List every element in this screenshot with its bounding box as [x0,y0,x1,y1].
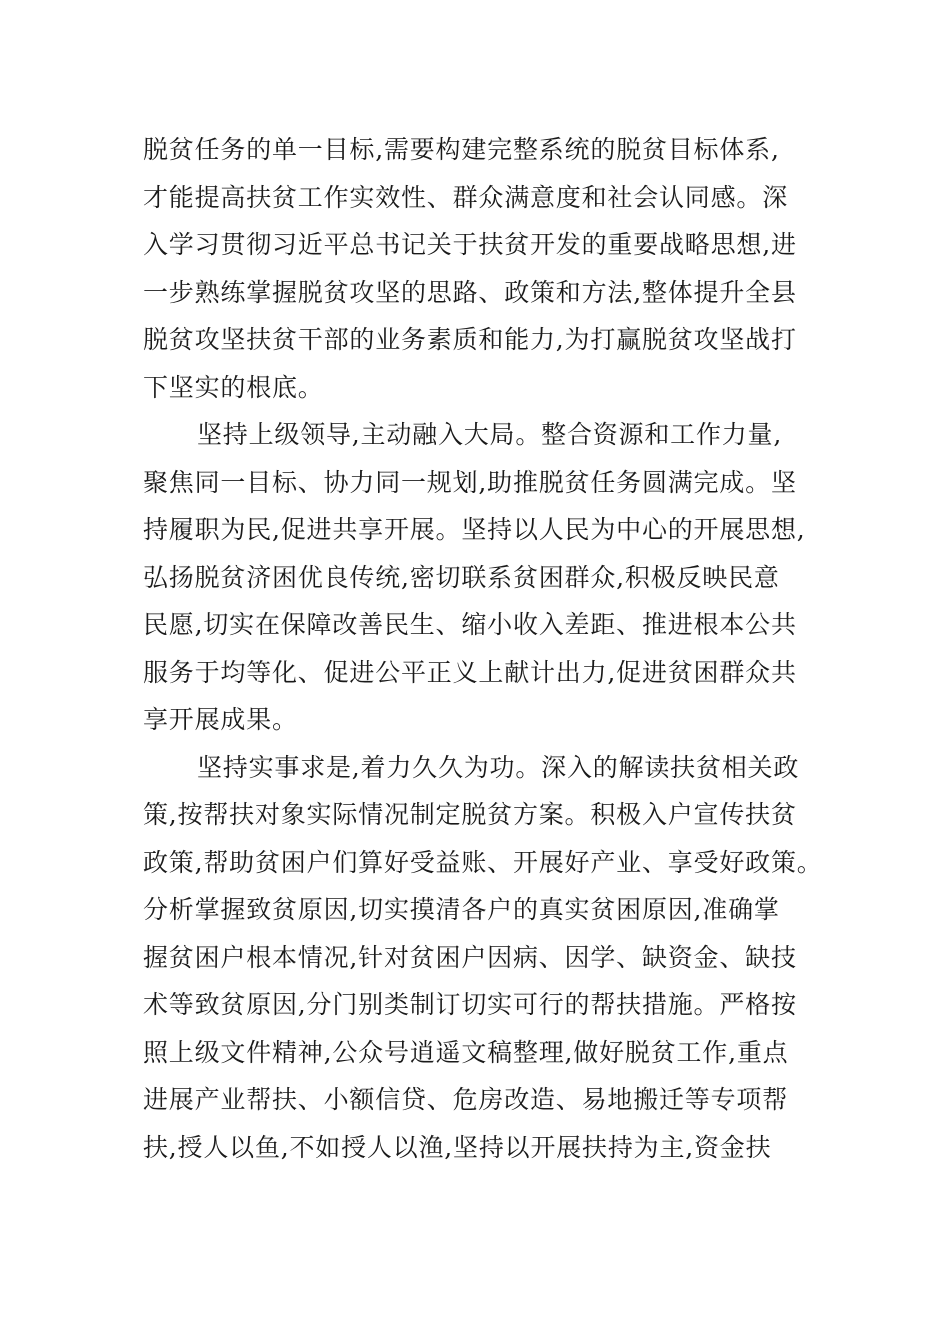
text-line: 政策,帮助贫困户们算好受益账、开展好产业、享受好政策。 [143,847,823,877]
text-line: 策,按帮扶对象实际情况制定脱贫方案。积极入户宣传扶贫 [143,800,797,829]
text-line: 弘扬脱贫济困优良传统,密切联系贫困群众,积极反映民意 [143,562,780,592]
paragraph-1 [143,126,818,411]
text-line: 民愿,切实在保障改善民生、缩小收入差距、推进根本公共 [143,610,797,639]
text-line: 脱贫攻坚扶贫干部的业务素质和能力,为打赢脱贫攻坚战打 [143,325,797,354]
text-line: 坚持实事求是,着力久久为功。深入的解读扶贫相关政 [197,752,800,782]
paragraph-2 [143,411,818,744]
text-line: 持履职为民,促进共享开展。坚持以人民为中心的开展思想, [143,515,806,544]
text-line: 分析掌握致贫原因,切实摸清各户的真实贫困原因,准确掌 [143,895,780,924]
text-line: 脱贫任务的单一目标,需要构建完整系统的脱贫目标体系, [143,135,780,164]
text-line: 聚焦同一目标、协力同一规划,助推脱贫任务圆满完成。坚 [143,467,797,497]
document-body [143,126,823,1171]
text-line: 一步熟练掌握脱贫攻坚的思路、政策和方法,整体提升全县 [143,277,797,307]
text-line: 进展产业帮扶、小额信贷、危房改造、易地搬迁等专项帮 [143,1085,789,1114]
text-line: 入学习贯彻习近平总书记关于扶贫开发的重要战略思想,进 [143,230,797,259]
text-line: 下坚实的根底。 [143,372,324,402]
text-line: 坚持上级领导,主动融入大局。整合资源和工作力量, [197,420,783,449]
text-line: 才能提高扶贫工作实效性、群众满意度和社会认同感。深 [143,182,789,212]
text-line: 照上级文件精神,公众号逍遥文稿整理,做好脱贫工作,重点 [143,1037,789,1067]
text-line: 握贫困户根本情况,针对贫困户因病、因学、缺资金、缺技 [143,942,797,972]
paragraph-3 [143,744,823,1172]
text-line: 术等致贫原因,分门别类制订切实可行的帮扶措施。严格按 [143,990,797,1019]
text-line: 扶,授人以鱼,不如授人以渔,坚持以开展扶持为主,资金扶 [143,1132,772,1162]
text-line: 享开展成果。 [143,705,298,734]
text-line: 服务于均等化、促进公平正义上献计出力,促进贫困群众共 [143,657,797,687]
